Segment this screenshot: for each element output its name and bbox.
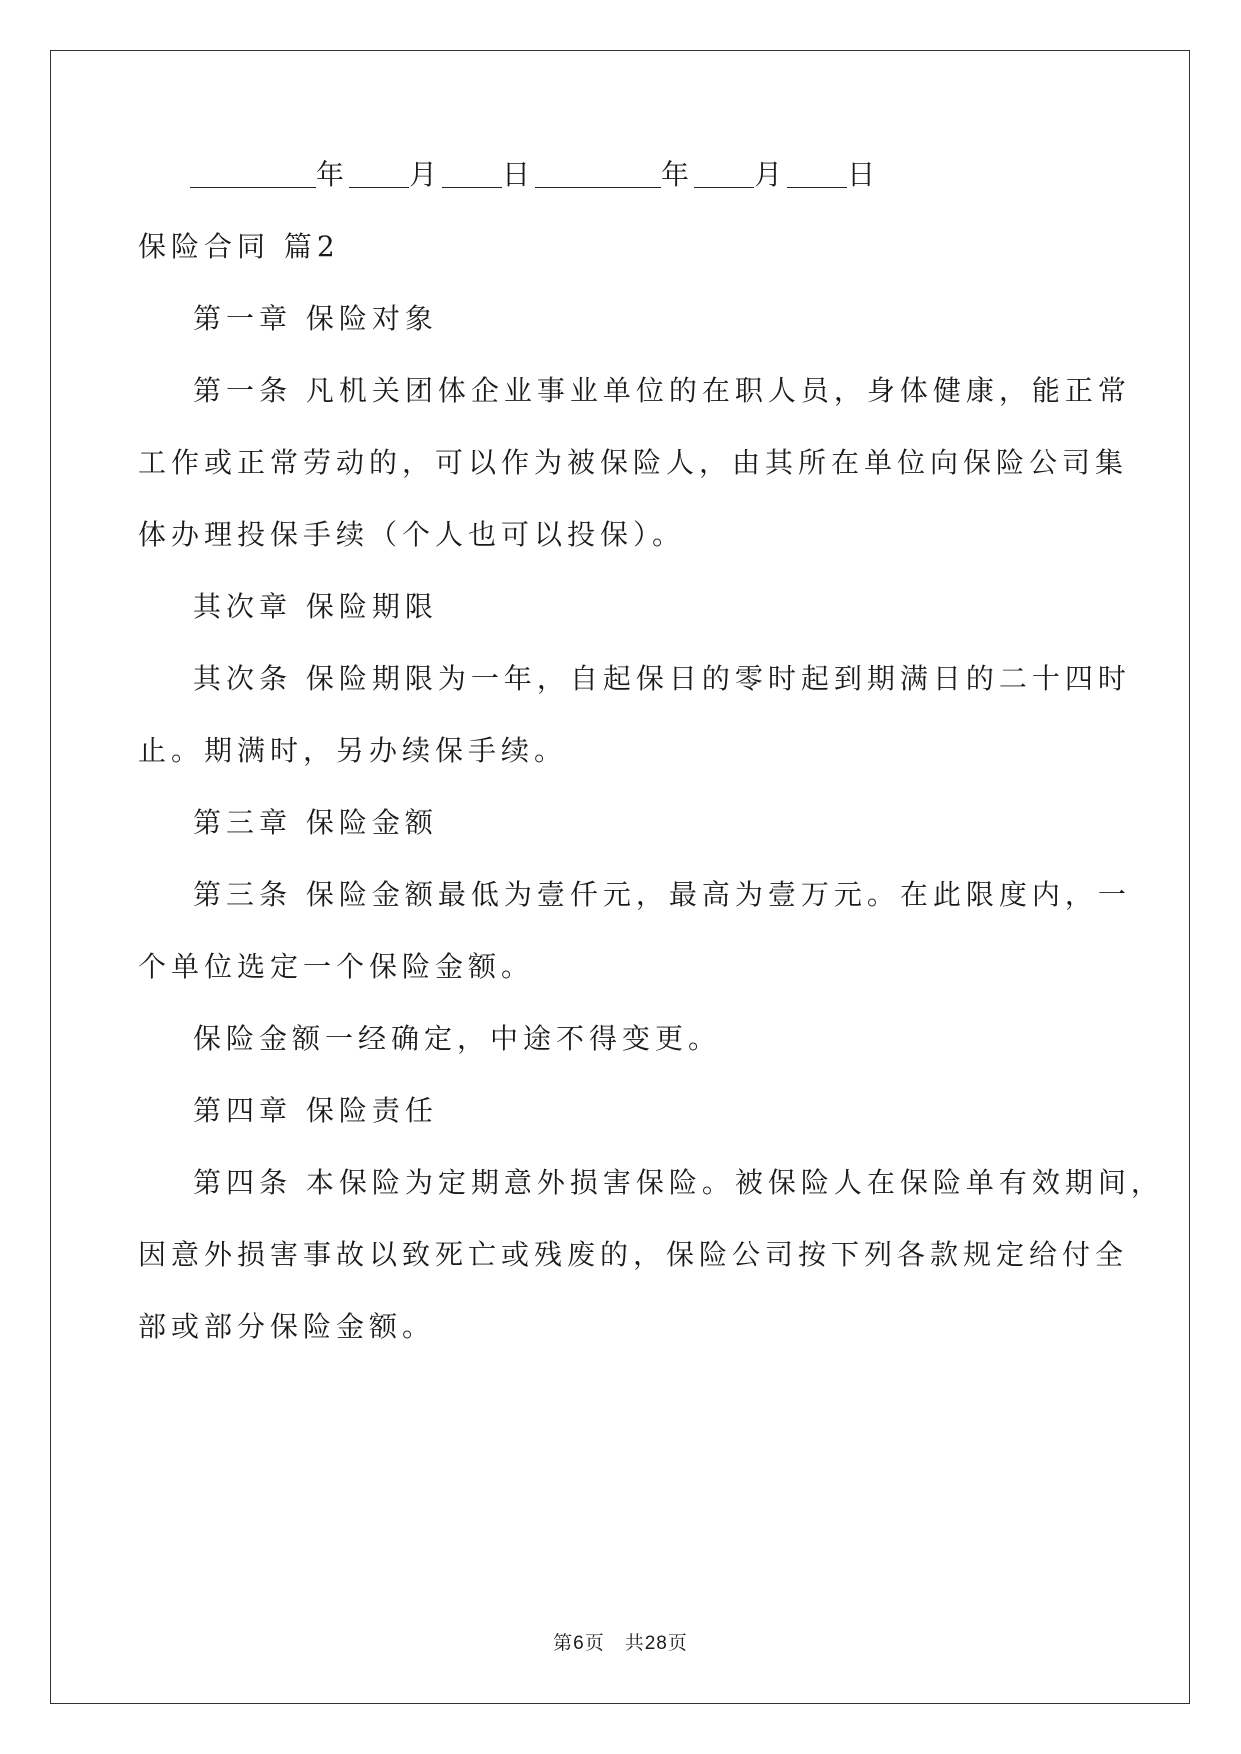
footer-mid: 页 共 <box>584 1632 645 1654</box>
chapter-2-title: 其次章 保险期限 <box>193 590 438 623</box>
date-line <box>190 158 880 192</box>
footer-total-pages: 28 <box>644 1633 668 1654</box>
chapter-1-title: 第一章 保险对象 <box>193 302 438 335</box>
article-1-line-1: 第一条 凡机关团体企业事业单位的在职人员，身体健康，能正常 <box>193 374 1131 407</box>
month-label-2: 月 <box>754 158 788 191</box>
article-3-line-2: 个单位选定一个保险金额。 <box>138 950 535 983</box>
year-label-2: 年 <box>661 158 695 191</box>
day-blank-1 <box>442 161 502 188</box>
month-label-1: 月 <box>409 158 443 191</box>
article-4-line-1: 第四条 本保险为定期意外损害保险。被保险人在保险单有效期间， <box>193 1166 1164 1199</box>
footer-prefix: 第 <box>553 1632 574 1654</box>
article-4-line-3: 部或部分保险金额。 <box>138 1310 436 1343</box>
article-2-line-1: 其次条 保险期限为一年，自起保日的零时起到期满日的二十四时 <box>193 662 1131 695</box>
year-label-1: 年 <box>316 158 350 191</box>
month-blank-2 <box>694 161 754 188</box>
day-label-1: 日 <box>502 158 536 191</box>
article-3-line-1: 第三条 保险金额最低为壹仟元，最高为壹万元。在此限度内，一 <box>193 878 1131 911</box>
footer-suffix: 页 <box>667 1632 688 1654</box>
page-border <box>50 50 1190 1704</box>
section-heading: 保险合同 篇2 <box>138 230 340 263</box>
day-label-2: 日 <box>847 158 881 191</box>
chapter-3-title: 第三章 保险金额 <box>193 806 438 839</box>
article-2-line-2: 止。期满时，另办续保手续。 <box>138 734 568 767</box>
year-blank-1 <box>190 161 316 188</box>
chapter-4-title: 第四章 保险责任 <box>193 1094 438 1127</box>
month-blank-1 <box>349 161 409 188</box>
article-1-line-3: 体办理投保手续（个人也可以投保）。 <box>138 518 686 551</box>
day-blank-2 <box>787 161 847 188</box>
footer-page-number: 6 <box>573 1633 585 1654</box>
article-1-line-2: 工作或正常劳动的，可以作为被保险人，由其所在单位向保险公司集 <box>138 446 1129 479</box>
article-3-note: 保险金额一经确定，中途不得变更。 <box>193 1022 722 1055</box>
page-footer <box>0 1628 1241 1655</box>
year-blank-2 <box>535 161 661 188</box>
article-4-line-2: 因意外损害事故以致死亡或残废的，保险公司按下列各款规定给付全 <box>138 1238 1129 1271</box>
